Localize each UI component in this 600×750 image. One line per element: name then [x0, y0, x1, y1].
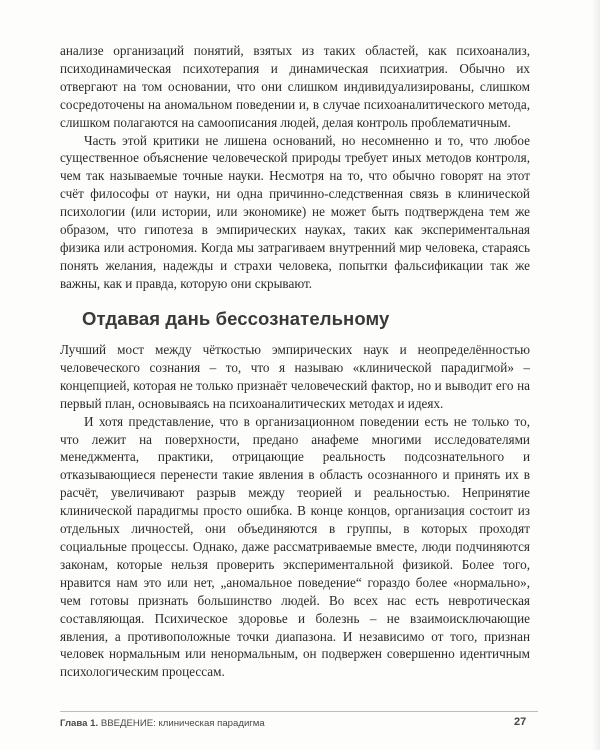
page-number: 27	[514, 716, 527, 728]
bottom-text-block	[60, 341, 530, 681]
chapter-title: ВВЕДЕНИЕ: клиническая парадигма	[100, 718, 265, 729]
page-edge-shadow	[592, 0, 600, 750]
paragraph: анализе организаций понятий, взятых из таких областей, как психоанализ, психодинамическая психотерапия и динамическая психиатрия. Обычно их отвергают на том основании, что они слишком индивидуализированы, слишком сосредоточены на аномальном поведении и, в случае психоаналитического метода, слишком полагаются на самоописания людей, делая контроль проблематичным.	[60, 43, 530, 130]
footer-divider	[60, 711, 538, 712]
paragraph: И хотя представление, что в организационном поведении есть не только то, что лежит на поверхности, предано анафеме многими исследователями менеджмента, практики, отрицающие реальность подсознательного и отказывающиеся перенести такие явления в область осознанного и принять их в расчёт, увеличивают разрыв между теорией и реальностью. Непринятие клинической парадигмы просто ошибка. В конце концов, организация состоит из отдельных личностей, они объединяются в группы, в которых проходят социальные процессы. Однако, даже рассматриваемые вместе, люди подчиняются законам, которые нельзя проверить экспериментальной физикой. Более того, нравится нам это или нет, „аномальное поведение“ гораздо более «нормально», чем готовы признать большинство людей. Во всех нас есть невротическая составляющая. Психическое здоровье и болезнь – не взаимоисключающие явления, а противоположные точки диапазона. И независимо от того, признан человек нормальным или ненормальным, он подвержен совершенно идентичным психологическим процессам.	[60, 413, 530, 680]
section-heading: Отдавая дань бессознательному	[82, 308, 390, 329]
paragraph: Часть этой критики не лишена оснований, но несомненно и то, что любое существенное объяснение человеческой природы требует иных методов контроля, чем так называемые точные науки. Несмотря на то, что обычно говорят на этот счёт философы от науки, ни одна причинно-следственная связь в клинической психологии (или истории, или экономике) не может быть подтверждена тем же образом, что гипотеза в эмпирических науках, таких как экспериментальная физика или астрономия. Когда мы затрагиваем внутренний мир человека, стараясь понять желания, надежды и страхи человека, попытки фальсификации так же важны, как и правда, которую они скрывают.	[60, 132, 530, 291]
paragraph: Лучший мост между чёткостью эмпирических наук и неопределённостью человеческого сознания – то, что я называю «клинической парадигмой» – концепцией, которая не только признаёт человеческий фактор, но и выводит его на первый план, основываясь на психоаналитических методах и идеях.	[60, 342, 530, 411]
top-text-block	[60, 42, 530, 293]
chapter-label: Глава 1.	[60, 718, 99, 729]
running-footer	[60, 718, 265, 729]
